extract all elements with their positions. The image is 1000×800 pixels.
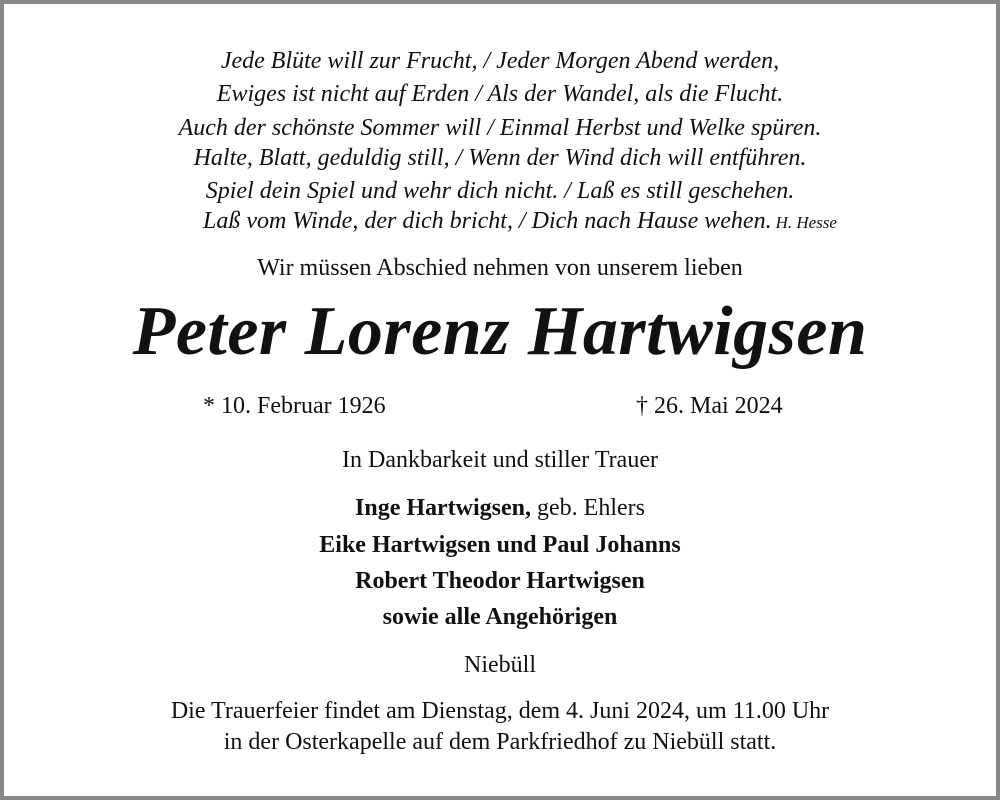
- intro-text: Wir müssen Abschied nehmen von unserem lieben: [257, 255, 743, 281]
- poem-line-3: Auch der schönste Sommer will / Einmal Herbst und Welke spüren.: [178, 115, 822, 141]
- mourner-4: sowie alle Angehörigen: [382, 604, 618, 630]
- death-date: † 26. Mai 2024: [636, 393, 783, 419]
- poem-line-6-text: Laß vom Winde, der dich bricht, / Dich nach Hause wehen.: [203, 208, 772, 234]
- poem-attribution: H. Hesse: [775, 213, 837, 232]
- poem-line-4: Halte, Blatt, geduldig still, / Wenn der Wind dich will entführen.: [193, 145, 807, 171]
- funeral-line-1: Die Trauerfeier findet am Dienstag, dem 4. Juni 2024, um 11.00 Uhr: [170, 698, 830, 724]
- poem-line-1: Jede Blüte will zur Frucht, / Jeder Morgen Abend werden,: [220, 48, 780, 74]
- funeral-line-2: in der Osterkapelle auf dem Parkfriedhof zu Niebüll statt.: [223, 729, 777, 755]
- mourner-1-suffix: geb. Ehlers: [531, 495, 645, 521]
- place-text: Niebüll: [464, 652, 536, 678]
- mourner-3: Robert Theodor Hartwigsen: [355, 568, 645, 594]
- mourner-2: Eike Hartwigsen und Paul Johanns: [319, 532, 681, 558]
- poem-line-6: [20, 209, 1000, 233]
- mourner-1-name: Inge Hartwigsen,: [355, 495, 532, 521]
- birth-date: * 10. Februar 1926: [203, 393, 386, 419]
- poem-line-2: Ewiges ist nicht auf Erden / Als der Wandel, als die Flucht.: [216, 81, 784, 107]
- mourner-1: [0, 496, 1000, 520]
- gratitude-line: In Dankbarkeit und stiller Trauer: [342, 447, 658, 473]
- poem-line-5: Spiel dein Spiel und wehr dich nicht. / Laß es still geschehen.: [205, 178, 795, 204]
- deceased-name: Peter Lorenz Hartwigsen: [132, 293, 868, 370]
